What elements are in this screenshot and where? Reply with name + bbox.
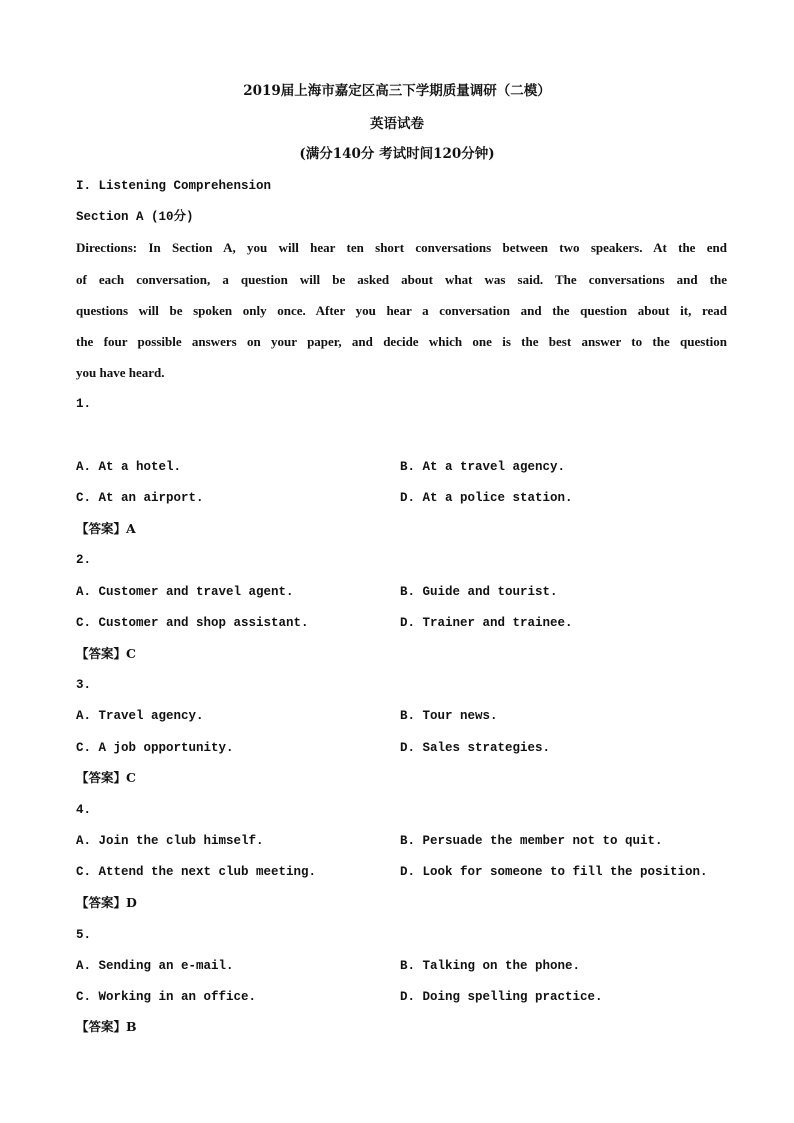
question-number: 3. [76, 678, 92, 692]
option-a: A. Customer and travel agent. [76, 585, 294, 599]
directions-line: the four possible answers on your paper, and decide which one is the best answer to the question [76, 334, 727, 349]
option-c: C. Attend the next club meeting. [76, 865, 317, 879]
document-title: 2019届上海市嘉定区高三下学期质量调研（二模） [243, 83, 551, 99]
answer-label: 【答案】C [76, 770, 136, 785]
question-number: 1. [76, 397, 92, 411]
option-a: A. Join the club himself. [76, 834, 264, 848]
option-c: C. Customer and shop assistant. [76, 616, 309, 630]
option-c: C. A job opportunity. [76, 741, 234, 755]
answer-label: 【答案】D [76, 895, 137, 910]
option-b: B. Talking on the phone. [400, 959, 581, 973]
option-d: D. At a police station. [400, 491, 573, 505]
option-b: B. Tour news. [400, 709, 498, 723]
option-d: D. Sales strategies. [400, 741, 551, 755]
exam-info: (满分140分 考试时间120分钟) [299, 146, 495, 162]
option-d: D. Doing spelling practice. [400, 990, 603, 1004]
option-b: B. Guide and tourist. [400, 585, 558, 599]
directions-line: questions will be spoken only once. After you hear a conversation and the question about it, read [76, 303, 727, 318]
option-b: B. Persuade the member not to quit. [400, 834, 663, 848]
option-d: D. Look for someone to fill the position. [400, 865, 708, 879]
document-subject: 英语试卷 [370, 116, 424, 132]
answer-label: 【答案】C [76, 646, 136, 661]
answer-label: 【答案】B [76, 1019, 137, 1034]
directions-line: you have heard. [76, 365, 165, 380]
question-number: 2. [76, 553, 92, 567]
option-a: A. At a hotel. [76, 460, 182, 474]
question-number: 4. [76, 803, 92, 817]
answer-label: 【答案】A [76, 521, 136, 536]
option-d: D. Trainer and trainee. [400, 616, 573, 630]
directions-line: Directions: In Section A, you will hear ten short conversations between two speakers. At the end [76, 240, 727, 255]
part-heading: I. Listening Comprehension [76, 179, 272, 193]
section-heading: Section A (10分) [76, 210, 194, 224]
directions-line: of each conversation, a question will be asked about what was said. The conversations and the [76, 272, 727, 287]
option-b: B. At a travel agency. [400, 460, 566, 474]
question-number: 5. [76, 928, 92, 942]
option-a: A. Travel agency. [76, 709, 204, 723]
option-c: C. At an airport. [76, 491, 204, 505]
option-a: A. Sending an e-mail. [76, 959, 234, 973]
option-c: C. Working in an office. [76, 990, 257, 1004]
